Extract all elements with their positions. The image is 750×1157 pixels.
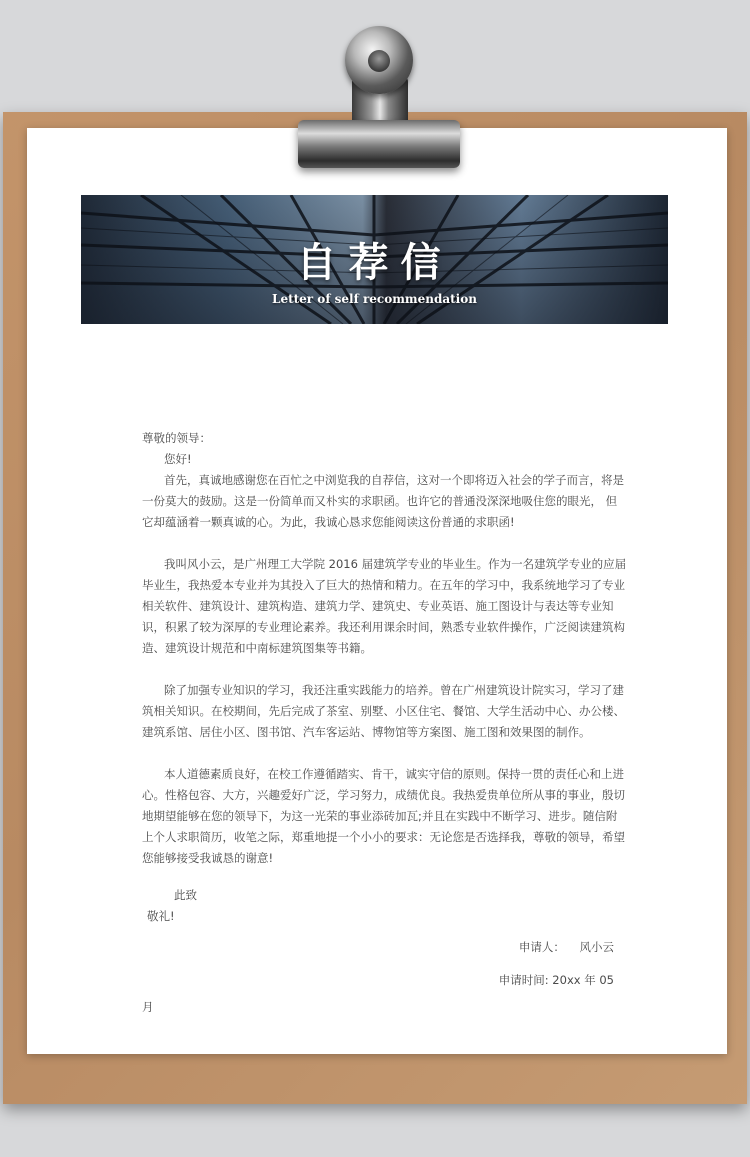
letter-body	[142, 428, 628, 1018]
binder-clip	[298, 120, 460, 168]
paragraph-intro: 首先，真诚地感谢您在百忙之中浏览我的自荐信，这对一个即将迈入社会的学子而言，将是一份莫大的鼓励。这是一份简单而又朴实的求职函。也许它的普通没深深地吸住您的眼光， 但它却蕴涵着一颗真诚的心。为此，我诚心恳求您能阅读这份普通的求职函!	[142, 473, 624, 529]
salutation: 尊敬的领导：	[142, 431, 211, 445]
greeting: 您好!	[164, 452, 192, 466]
closing-line-1: 此致	[174, 888, 197, 902]
application-date-tail: 月	[142, 1000, 154, 1014]
clip-hole	[368, 50, 390, 72]
closing-line-2: 敬礼!	[147, 909, 175, 923]
banner-title: 自荐信	[296, 239, 453, 286]
header-banner	[81, 195, 668, 324]
paragraph-education: 我叫风小云，是广州理工大学院 2016 届建筑学专业的毕业生。作为一名建筑学专业的应届毕业生，我热爱本专业并为其投入了巨大的热情和精力。在五年的学习中，我系统地学习了专业相关软件、建筑设计、建筑构造、建筑力学、建筑史、专业英语、施工图设计与表达等专业知识，积累了较为深厚的专业理论素养。我还利用课余时间，熟悉专业软件操作，广泛阅读建筑构造、建筑设计规范和中南标建筑图集等书籍。	[142, 557, 627, 655]
paragraph-character: 本人道德素质良好，在校工作遵循踏实、肯干，诚实守信的原则。保持一贯的责任心和上进心。性格包容、大方，兴趣爱好广泛，学习努力，成绩优良。我热爱贵单位所从事的事业，殷切地期望能够在您的领导下，为这一光荣的事业添砖加瓦;并且在实践中不断学习、进步。随信附上个人求职简历，收笔之际，郑重地提一个小小的要求：无论您是否选择我，尊敬的领导，希望您能够接受我诚恳的谢意!	[142, 767, 625, 865]
banner-subtitle: Letter of self recommendation	[272, 292, 477, 306]
applicant-signature: 申请人： 风小云	[518, 940, 614, 954]
application-date: 申请时间: 20xx 年 05	[498, 973, 614, 987]
paragraph-practice: 除了加强专业知识的学习，我还注重实践能力的培养。曾在广州建筑设计院实习，学习了建筑相关知识。在校期间，先后完成了茶室、别墅、小区住宅、餐馆、大学生活动中心、办公楼、建筑系馆、居住小区、图书馆、汽车客运站、博物馆等方案图、施工图和效果图的制作。	[142, 683, 625, 739]
